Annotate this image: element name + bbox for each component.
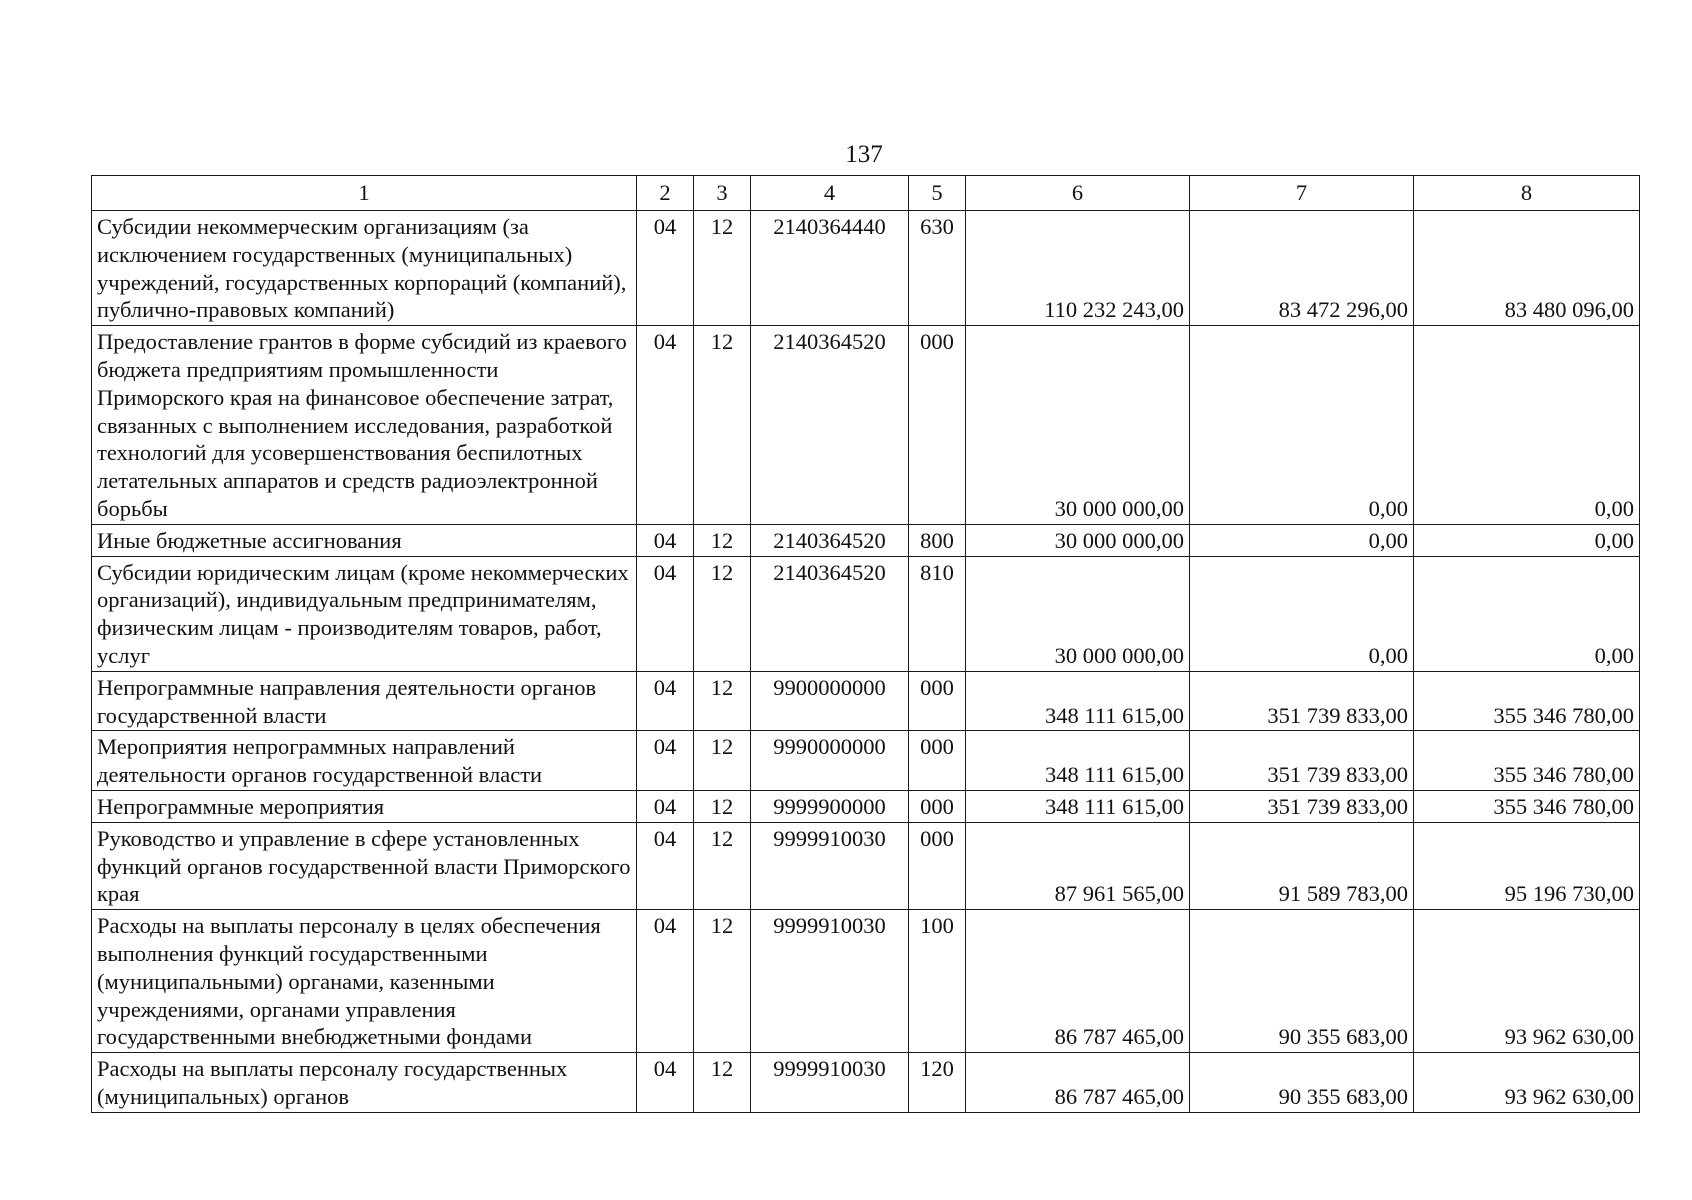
amount-col-8: 0,00 (1414, 326, 1640, 525)
table-row (92, 671, 1640, 731)
amount-col-7: 351 739 833,00 (1190, 731, 1414, 791)
amount-col-8: 93 962 630,00 (1414, 1053, 1640, 1113)
amount-col-8: 93 962 630,00 (1414, 910, 1640, 1053)
amount-col-8: 95 196 730,00 (1414, 822, 1640, 909)
section-code: 04 (637, 822, 694, 909)
expense-type-code: 000 (909, 790, 966, 822)
subsection-code: 12 (694, 524, 751, 556)
expense-type-code: 000 (909, 326, 966, 525)
amount-col-6: 348 111 615,00 (966, 731, 1190, 791)
section-code: 04 (637, 731, 694, 791)
amount-col-8: 355 346 780,00 (1414, 671, 1640, 731)
amount-col-6: 86 787 465,00 (966, 1053, 1190, 1113)
column-header-4: 4 (751, 176, 909, 211)
table-row (92, 1053, 1640, 1113)
amount-col-6: 86 787 465,00 (966, 910, 1190, 1053)
expense-name: Мероприятия непрограммных направлений деятельности органов государственной власти (92, 731, 637, 791)
amount-col-6: 110 232 243,00 (966, 211, 1190, 326)
target-item-code: 2140364520 (751, 556, 909, 671)
table-row (92, 524, 1640, 556)
section-code: 04 (637, 790, 694, 822)
target-item-code: 9999910030 (751, 910, 909, 1053)
subsection-code: 12 (694, 790, 751, 822)
expense-name: Субсидии некоммерческим организациям (за исключением государственных (муниципальных) учреждений, государственных корпораций (компаний), публично-правовых компаний) (92, 211, 637, 326)
amount-col-7: 90 355 683,00 (1190, 910, 1414, 1053)
budget-table (91, 175, 1640, 1113)
amount-col-7: 351 739 833,00 (1190, 671, 1414, 731)
expense-name: Руководство и управление в сфере установленных функций органов государственной власти Приморского края (92, 822, 637, 909)
column-header-2: 2 (637, 176, 694, 211)
expense-type-code: 800 (909, 524, 966, 556)
expense-name: Непрограммные направления деятельности органов государственной власти (92, 671, 637, 731)
target-item-code: 9999910030 (751, 822, 909, 909)
expense-type-code: 000 (909, 731, 966, 791)
amount-col-6: 30 000 000,00 (966, 326, 1190, 525)
amount-col-8: 83 480 096,00 (1414, 211, 1640, 326)
expense-type-code: 100 (909, 910, 966, 1053)
column-header-8: 8 (1414, 176, 1640, 211)
subsection-code: 12 (694, 326, 751, 525)
expense-name: Расходы на выплаты персоналу государственных (муниципальных) органов (92, 1053, 637, 1113)
table-row (92, 822, 1640, 909)
expense-type-code: 810 (909, 556, 966, 671)
target-item-code: 2140364440 (751, 211, 909, 326)
subsection-code: 12 (694, 731, 751, 791)
amount-col-7: 351 739 833,00 (1190, 790, 1414, 822)
subsection-code: 12 (694, 1053, 751, 1113)
target-item-code: 9999900000 (751, 790, 909, 822)
page-number: 137 (845, 141, 883, 168)
expense-name: Непрограммные мероприятия (92, 790, 637, 822)
section-code: 04 (637, 671, 694, 731)
expense-type-code: 000 (909, 671, 966, 731)
amount-col-6: 348 111 615,00 (966, 671, 1190, 731)
column-header-7: 7 (1190, 176, 1414, 211)
expense-type-code: 630 (909, 211, 966, 326)
amount-col-8: 355 346 780,00 (1414, 790, 1640, 822)
amount-col-7: 0,00 (1190, 556, 1414, 671)
table-row (92, 556, 1640, 671)
section-code: 04 (637, 1053, 694, 1113)
subsection-code: 12 (694, 822, 751, 909)
subsection-code: 12 (694, 671, 751, 731)
expense-name: Субсидии юридическим лицам (кроме некоммерческих организаций), индивидуальным предпринимателям, физическим лицам - производителям товаров, работ, услуг (92, 556, 637, 671)
amount-col-8: 0,00 (1414, 556, 1640, 671)
amount-col-7: 91 589 783,00 (1190, 822, 1414, 909)
table-row (92, 910, 1640, 1053)
amount-col-6: 348 111 615,00 (966, 790, 1190, 822)
expense-type-code: 120 (909, 1053, 966, 1113)
target-item-code: 9990000000 (751, 731, 909, 791)
section-code: 04 (637, 211, 694, 326)
target-item-code: 9900000000 (751, 671, 909, 731)
amount-col-8: 0,00 (1414, 524, 1640, 556)
amount-col-6: 30 000 000,00 (966, 524, 1190, 556)
table-row (92, 731, 1640, 791)
amount-col-7: 0,00 (1190, 524, 1414, 556)
column-header-5: 5 (909, 176, 966, 211)
target-item-code: 2140364520 (751, 326, 909, 525)
section-code: 04 (637, 326, 694, 525)
subsection-code: 12 (694, 910, 751, 1053)
expense-name: Расходы на выплаты персоналу в целях обеспечения выполнения функций государственными (муниципальными) органами, казенными учреждениями, органами управления государственными внебюджетными фондами (92, 910, 637, 1053)
target-item-code: 9999910030 (751, 1053, 909, 1113)
table-row (92, 326, 1640, 525)
section-code: 04 (637, 910, 694, 1053)
amount-col-8: 355 346 780,00 (1414, 731, 1640, 791)
target-item-code: 2140364520 (751, 524, 909, 556)
subsection-code: 12 (694, 211, 751, 326)
amount-col-6: 30 000 000,00 (966, 556, 1190, 671)
amount-col-7: 90 355 683,00 (1190, 1053, 1414, 1113)
table-row (92, 211, 1640, 326)
expense-type-code: 000 (909, 822, 966, 909)
amount-col-7: 0,00 (1190, 326, 1414, 525)
expense-name: Иные бюджетные ассигнования (92, 524, 637, 556)
section-code: 04 (637, 524, 694, 556)
subsection-code: 12 (694, 556, 751, 671)
table-row (92, 790, 1640, 822)
header-row (92, 176, 1640, 211)
amount-col-6: 87 961 565,00 (966, 822, 1190, 909)
column-header-3: 3 (694, 176, 751, 211)
column-header-1: 1 (92, 176, 637, 211)
column-header-6: 6 (966, 176, 1190, 211)
amount-col-7: 83 472 296,00 (1190, 211, 1414, 326)
section-code: 04 (637, 556, 694, 671)
expense-name: Предоставление грантов в форме субсидий из краевого бюджета предприятиям промышленности Приморского края на финансовое обеспечение затрат, связанных с выполнением исследования, разработкой технологий для усовершенствования беспилотных летательных аппаратов и средств радиоэлектронной борьбы (92, 326, 637, 525)
